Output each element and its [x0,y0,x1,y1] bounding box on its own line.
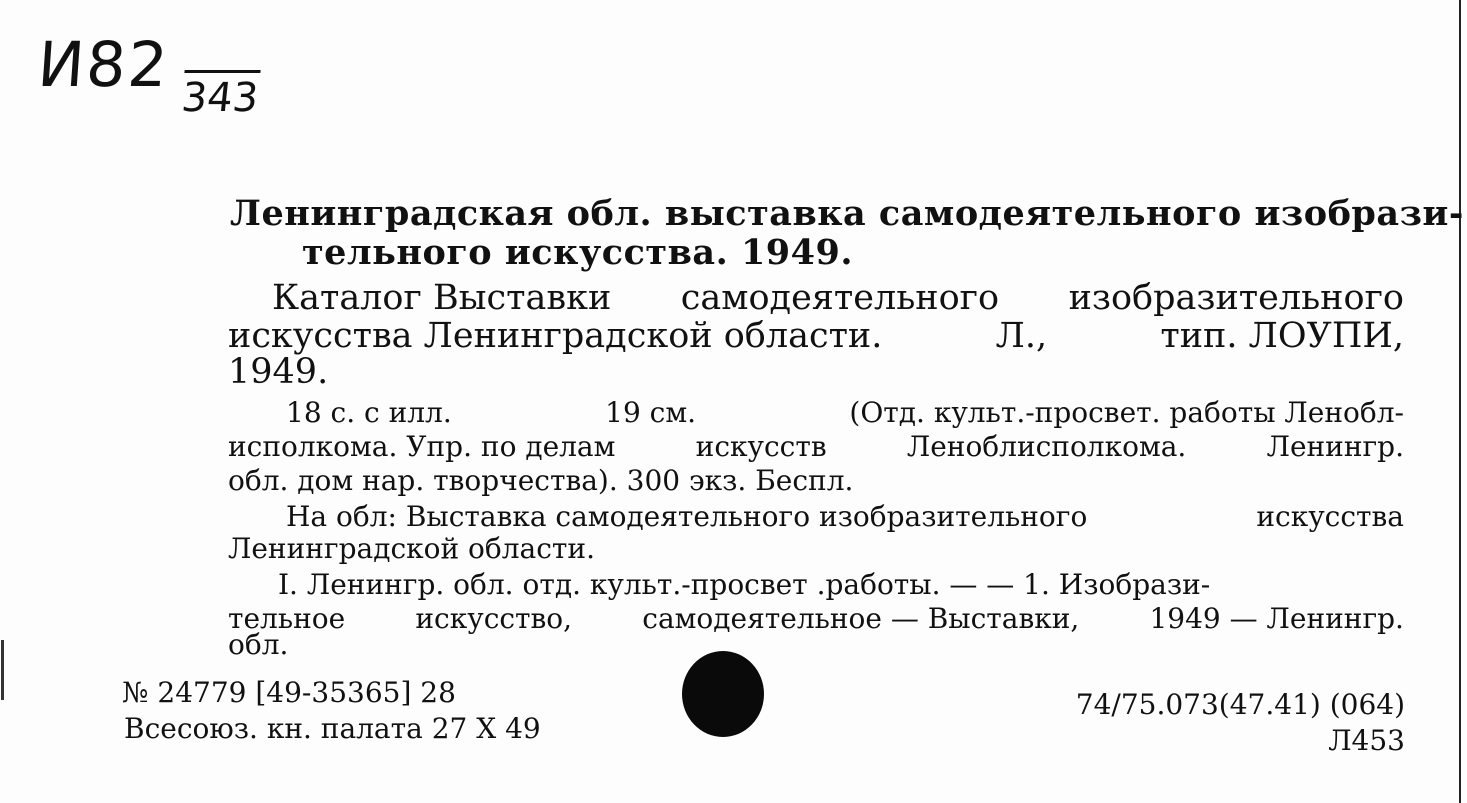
collation-word: 18 с. с илл. [286,396,452,429]
heading-line-1: Ленинградская обл. выставка самодеятельного изобрази- [230,193,1464,234]
subjects-word: самодеятельное — Выставки, [642,602,1080,635]
title-word: самодеятельного [680,278,1000,318]
collation-word: исполкома. Упр. по делам [228,430,616,463]
title-line-2 [228,316,1404,356]
book-chamber-line: Всесоюз. кн. палата 27 X 49 [124,712,541,745]
card-right-edge [1459,0,1461,803]
collation-line-3: обл. дом нар. творчества). 300 экз. Беспл. [228,464,854,497]
heading-line-2: тельного искусства. 1949. [302,232,854,273]
subjects-line-1: I. Ленингр. обл. отд. культ.-просвет .работы. — — 1. Изобрази- [278,568,1211,601]
note-line-2: Ленинградской области. [228,532,595,565]
collation-word: Ленингр. [1266,430,1404,463]
author-code: Л453 [1328,724,1405,757]
punch-hole [682,651,764,737]
handwritten-fraction: 343 [179,70,261,121]
note-line-1 [286,500,1404,533]
title-word: Л., [995,316,1048,356]
subjects-word: 1949 — Ленингр. [1149,602,1404,635]
title-word: тип. ЛОУПИ, [1160,316,1404,356]
collation-word: искусств [695,430,827,463]
title-word: Каталог Выставки [272,278,612,318]
collation-word: Леноблисполкома. [906,430,1187,463]
subjects-word: тельное [228,602,346,635]
subjects-line-3: обл. [228,628,289,661]
subjects-line-2 [228,602,1404,635]
record-number: № 24779 [49-35365] 28 [122,676,456,709]
collation-word: 19 см. [605,396,697,429]
classification-number: 74/75.073(47.41) (064) [1075,688,1405,721]
note-word: На обл: Выставка самодеятельного изобразительного [286,500,1088,533]
collation-line-2 [228,430,1404,463]
title-line-3: 1949. [228,352,329,392]
card-left-edge-mark [1,640,4,700]
title-word: изобразительного [1068,278,1404,318]
collation-line-1 [286,396,1404,429]
note-word: искусства [1256,500,1404,533]
collation-word: (Отд. культ.-просвет. работы Ленобл- [849,396,1404,429]
handwritten-shelf-mark: И82 [35,28,172,101]
title-word: искусства Ленинградской области. [228,316,883,356]
subjects-word: искусство, [415,602,573,635]
title-line-1 [272,278,1404,318]
